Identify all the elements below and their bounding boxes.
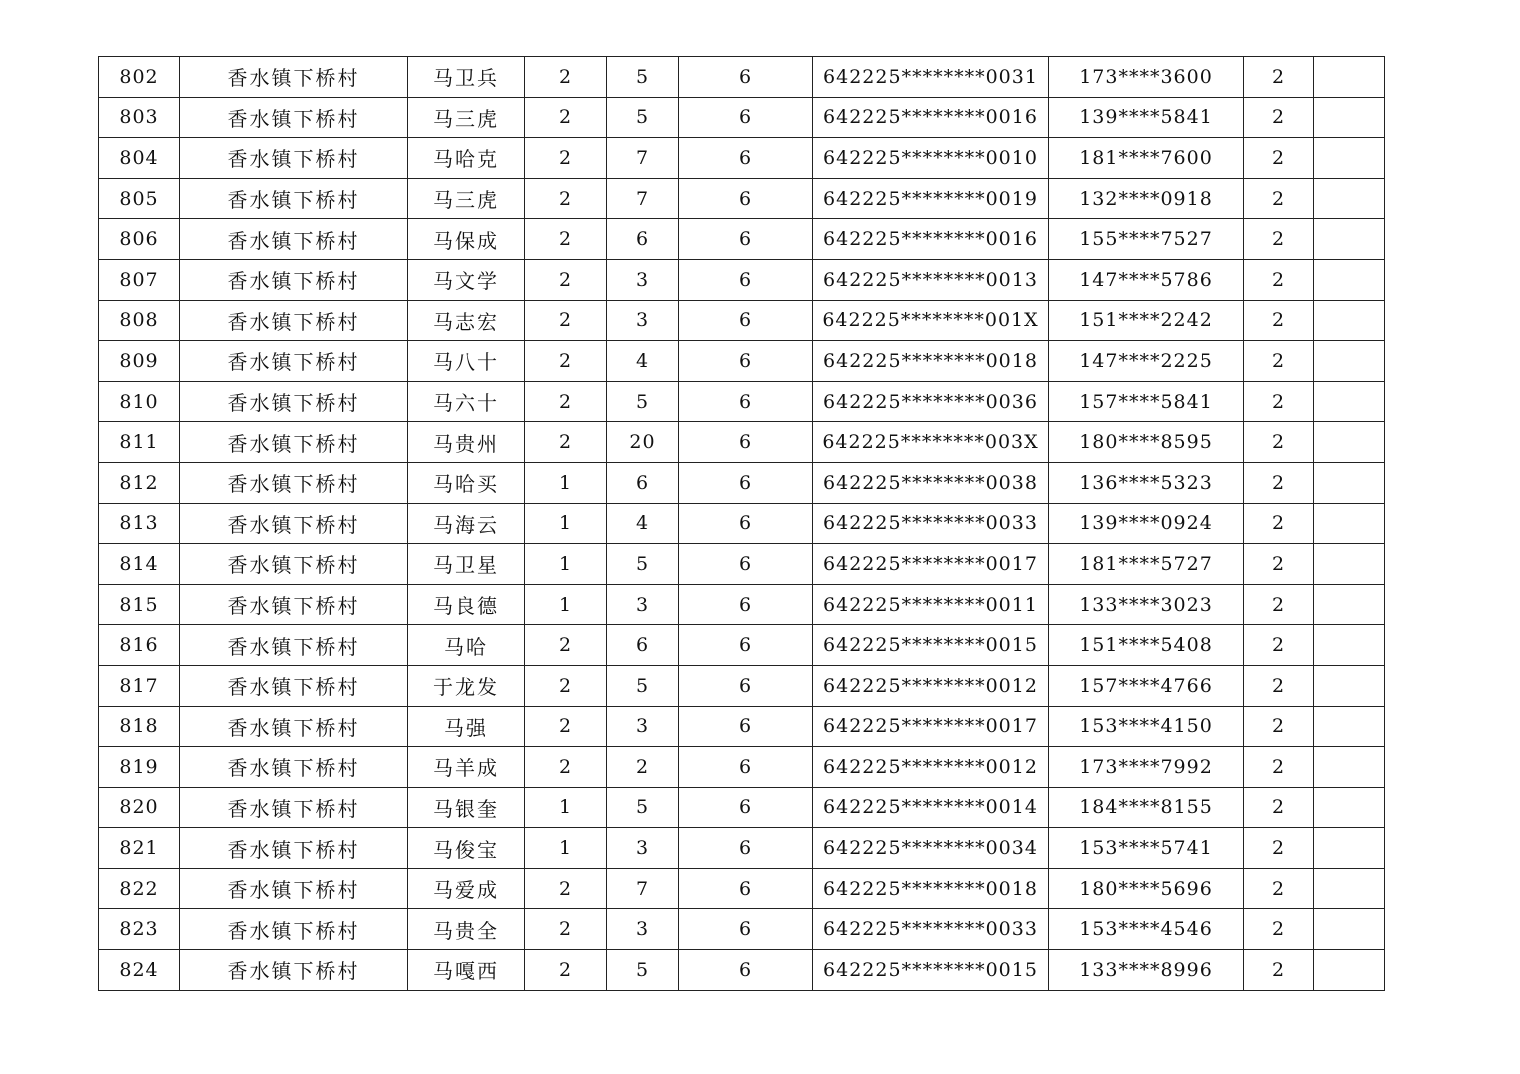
cell-col4: 1 [525,462,607,503]
cell-name: 马哈克 [408,138,525,179]
cell-id-number: 642225********0016 [813,97,1049,138]
cell-col9: 2 [1244,341,1314,382]
cell-serial-number: 808 [99,300,180,341]
cell-name: 马良德 [408,584,525,625]
cell-name: 马保成 [408,219,525,260]
cell-id-number: 642225********0015 [813,625,1049,666]
cell-col6: 6 [679,868,813,909]
cell-remark [1314,584,1385,625]
table-row [99,57,1385,98]
cell-col6: 6 [679,178,813,219]
cell-col5: 3 [607,584,679,625]
cell-phone: 181****7600 [1049,138,1244,179]
table-row [99,503,1385,544]
cell-col4: 2 [525,97,607,138]
cell-col5: 5 [607,950,679,991]
cell-phone: 151****5408 [1049,625,1244,666]
cell-col5: 6 [607,462,679,503]
cell-village: 香水镇下桥村 [180,57,408,98]
cell-id-number: 642225********0012 [813,747,1049,788]
cell-remark [1314,544,1385,585]
cell-col4: 1 [525,828,607,869]
cell-name: 马强 [408,706,525,747]
cell-col5: 20 [607,422,679,463]
cell-remark [1314,381,1385,422]
cell-col6: 6 [679,57,813,98]
cell-col9: 2 [1244,950,1314,991]
cell-col6: 6 [679,259,813,300]
cell-col4: 2 [525,341,607,382]
cell-remark [1314,787,1385,828]
cell-col9: 2 [1244,584,1314,625]
cell-id-number: 642225********0017 [813,544,1049,585]
cell-name: 马羊成 [408,747,525,788]
cell-col6: 6 [679,950,813,991]
cell-serial-number: 804 [99,138,180,179]
cell-village: 香水镇下桥村 [180,138,408,179]
cell-col6: 6 [679,544,813,585]
cell-serial-number: 809 [99,341,180,382]
cell-remark [1314,259,1385,300]
cell-name: 马三虎 [408,97,525,138]
cell-col4: 1 [525,544,607,585]
cell-col5: 5 [607,381,679,422]
cell-name: 马哈 [408,625,525,666]
cell-serial-number: 818 [99,706,180,747]
cell-village: 香水镇下桥村 [180,544,408,585]
cell-col4: 2 [525,57,607,98]
cell-phone: 184****8155 [1049,787,1244,828]
cell-col4: 2 [525,625,607,666]
cell-id-number: 642225********0018 [813,868,1049,909]
cell-phone: 181****5727 [1049,544,1244,585]
cell-col5: 4 [607,341,679,382]
cell-name: 马六十 [408,381,525,422]
cell-village: 香水镇下桥村 [180,747,408,788]
cell-name: 马银奎 [408,787,525,828]
cell-col9: 2 [1244,747,1314,788]
cell-col9: 2 [1244,909,1314,950]
cell-col6: 6 [679,422,813,463]
cell-serial-number: 817 [99,665,180,706]
cell-col4: 1 [525,787,607,828]
cell-remark [1314,868,1385,909]
cell-village: 香水镇下桥村 [180,259,408,300]
cell-col4: 2 [525,706,607,747]
cell-col9: 2 [1244,178,1314,219]
cell-col9: 2 [1244,57,1314,98]
cell-col6: 6 [679,747,813,788]
cell-col6: 6 [679,828,813,869]
cell-col9: 2 [1244,462,1314,503]
table-row [99,625,1385,666]
cell-phone: 153****5741 [1049,828,1244,869]
cell-id-number: 642225********0018 [813,341,1049,382]
cell-col4: 2 [525,381,607,422]
table-row [99,909,1385,950]
cell-col4: 2 [525,138,607,179]
cell-col6: 6 [679,462,813,503]
cell-remark [1314,178,1385,219]
table-row [99,341,1385,382]
cell-col4: 2 [525,950,607,991]
cell-col6: 6 [679,584,813,625]
cell-col6: 6 [679,341,813,382]
cell-col9: 2 [1244,665,1314,706]
cell-village: 香水镇下桥村 [180,909,408,950]
cell-phone: 153****4546 [1049,909,1244,950]
table-row [99,300,1385,341]
cell-col9: 2 [1244,625,1314,666]
cell-serial-number: 819 [99,747,180,788]
cell-id-number: 642225********0010 [813,138,1049,179]
cell-col5: 3 [607,259,679,300]
table-row [99,584,1385,625]
cell-col9: 2 [1244,503,1314,544]
cell-name: 马贵州 [408,422,525,463]
cell-serial-number: 802 [99,57,180,98]
cell-col5: 6 [607,625,679,666]
cell-village: 香水镇下桥村 [180,178,408,219]
cell-serial-number: 822 [99,868,180,909]
cell-col9: 2 [1244,138,1314,179]
cell-serial-number: 814 [99,544,180,585]
cell-col6: 6 [679,503,813,544]
cell-remark [1314,747,1385,788]
cell-village: 香水镇下桥村 [180,868,408,909]
cell-col9: 2 [1244,787,1314,828]
cell-name: 马文学 [408,259,525,300]
cell-name: 马俊宝 [408,828,525,869]
cell-col5: 5 [607,787,679,828]
cell-remark [1314,665,1385,706]
cell-serial-number: 812 [99,462,180,503]
cell-col6: 6 [679,381,813,422]
cell-col6: 6 [679,97,813,138]
cell-col5: 3 [607,909,679,950]
table-row [99,259,1385,300]
cell-col6: 6 [679,625,813,666]
table-row [99,219,1385,260]
cell-id-number: 642225********0011 [813,584,1049,625]
cell-col9: 2 [1244,868,1314,909]
table-row [99,828,1385,869]
cell-name: 于龙发 [408,665,525,706]
cell-phone: 151****2242 [1049,300,1244,341]
cell-col6: 6 [679,219,813,260]
cell-col9: 2 [1244,300,1314,341]
cell-name: 马贵全 [408,909,525,950]
cell-name: 马卫星 [408,544,525,585]
cell-col9: 2 [1244,422,1314,463]
cell-phone: 155****7527 [1049,219,1244,260]
cell-id-number: 642225********0012 [813,665,1049,706]
cell-col6: 6 [679,300,813,341]
table-row [99,178,1385,219]
cell-serial-number: 803 [99,97,180,138]
cell-id-number: 642225********0016 [813,219,1049,260]
cell-col9: 2 [1244,544,1314,585]
cell-serial-number: 810 [99,381,180,422]
cell-serial-number: 816 [99,625,180,666]
cell-col5: 3 [607,300,679,341]
cell-phone: 180****5696 [1049,868,1244,909]
cell-id-number: 642225********0036 [813,381,1049,422]
cell-phone: 139****0924 [1049,503,1244,544]
cell-col4: 2 [525,747,607,788]
cell-col4: 2 [525,178,607,219]
cell-remark [1314,909,1385,950]
cell-col4: 2 [525,300,607,341]
table-body [99,57,1385,991]
cell-phone: 173****7992 [1049,747,1244,788]
cell-village: 香水镇下桥村 [180,625,408,666]
cell-remark [1314,462,1385,503]
cell-village: 香水镇下桥村 [180,503,408,544]
cell-col4: 2 [525,909,607,950]
cell-village: 香水镇下桥村 [180,381,408,422]
cell-remark [1314,300,1385,341]
cell-col5: 7 [607,138,679,179]
cell-phone: 173****3600 [1049,57,1244,98]
cell-col4: 2 [525,665,607,706]
cell-col5: 4 [607,503,679,544]
cell-id-number: 642225********001X [813,300,1049,341]
cell-serial-number: 823 [99,909,180,950]
cell-name: 马爱成 [408,868,525,909]
cell-serial-number: 806 [99,219,180,260]
cell-name: 马嘎西 [408,950,525,991]
cell-remark [1314,950,1385,991]
cell-col9: 2 [1244,259,1314,300]
cell-col6: 6 [679,909,813,950]
cell-id-number: 642225********0033 [813,909,1049,950]
cell-col9: 2 [1244,706,1314,747]
cell-id-number: 642225********0015 [813,950,1049,991]
cell-serial-number: 820 [99,787,180,828]
table-row [99,381,1385,422]
cell-id-number: 642225********0038 [813,462,1049,503]
table-row [99,462,1385,503]
cell-col4: 2 [525,219,607,260]
cell-col9: 2 [1244,219,1314,260]
cell-village: 香水镇下桥村 [180,300,408,341]
cell-id-number: 642225********0033 [813,503,1049,544]
cell-remark [1314,341,1385,382]
cell-col5: 2 [607,747,679,788]
cell-col4: 1 [525,584,607,625]
cell-phone: 147****5786 [1049,259,1244,300]
cell-col9: 2 [1244,828,1314,869]
cell-serial-number: 811 [99,422,180,463]
cell-id-number: 642225********0034 [813,828,1049,869]
cell-remark [1314,97,1385,138]
table-row [99,787,1385,828]
table-row [99,665,1385,706]
table-row [99,544,1385,585]
cell-phone: 147****2225 [1049,341,1244,382]
cell-remark [1314,706,1385,747]
cell-village: 香水镇下桥村 [180,462,408,503]
cell-phone: 153****4150 [1049,706,1244,747]
cell-name: 马三虎 [408,178,525,219]
cell-remark [1314,219,1385,260]
table-row [99,422,1385,463]
cell-col5: 3 [607,828,679,869]
cell-phone: 157****4766 [1049,665,1244,706]
cell-col5: 5 [607,544,679,585]
cell-remark [1314,828,1385,869]
cell-name: 马海云 [408,503,525,544]
cell-village: 香水镇下桥村 [180,341,408,382]
cell-phone: 136****5323 [1049,462,1244,503]
cell-village: 香水镇下桥村 [180,584,408,625]
cell-phone: 139****5841 [1049,97,1244,138]
table-row [99,97,1385,138]
cell-village: 香水镇下桥村 [180,422,408,463]
cell-col5: 5 [607,97,679,138]
cell-col5: 5 [607,57,679,98]
cell-phone: 133****3023 [1049,584,1244,625]
table-row [99,706,1385,747]
table-row [99,868,1385,909]
cell-remark [1314,138,1385,179]
cell-name: 马哈买 [408,462,525,503]
data-table [98,56,1385,991]
cell-remark [1314,503,1385,544]
cell-col5: 5 [607,665,679,706]
cell-name: 马卫兵 [408,57,525,98]
cell-col9: 2 [1244,381,1314,422]
cell-id-number: 642225********0019 [813,178,1049,219]
cell-col9: 2 [1244,97,1314,138]
cell-phone: 133****8996 [1049,950,1244,991]
cell-phone: 132****0918 [1049,178,1244,219]
cell-col5: 3 [607,706,679,747]
cell-village: 香水镇下桥村 [180,828,408,869]
cell-serial-number: 807 [99,259,180,300]
cell-remark [1314,57,1385,98]
cell-id-number: 642225********0014 [813,787,1049,828]
cell-phone: 157****5841 [1049,381,1244,422]
cell-serial-number: 824 [99,950,180,991]
cell-col6: 6 [679,138,813,179]
cell-col6: 6 [679,787,813,828]
cell-village: 香水镇下桥村 [180,665,408,706]
cell-name: 马志宏 [408,300,525,341]
cell-col5: 7 [607,868,679,909]
cell-phone: 180****8595 [1049,422,1244,463]
cell-id-number: 642225********0017 [813,706,1049,747]
cell-col6: 6 [679,665,813,706]
cell-col4: 2 [525,259,607,300]
cell-serial-number: 815 [99,584,180,625]
cell-serial-number: 805 [99,178,180,219]
cell-name: 马八十 [408,341,525,382]
cell-col4: 2 [525,868,607,909]
cell-serial-number: 821 [99,828,180,869]
cell-col4: 1 [525,503,607,544]
cell-col4: 2 [525,422,607,463]
table-row [99,950,1385,991]
cell-id-number: 642225********0031 [813,57,1049,98]
cell-serial-number: 813 [99,503,180,544]
cell-remark [1314,422,1385,463]
cell-col6: 6 [679,706,813,747]
cell-col5: 6 [607,219,679,260]
table-row [99,138,1385,179]
cell-remark [1314,625,1385,666]
cell-village: 香水镇下桥村 [180,787,408,828]
cell-village: 香水镇下桥村 [180,219,408,260]
table-row [99,747,1385,788]
cell-village: 香水镇下桥村 [180,97,408,138]
cell-col5: 7 [607,178,679,219]
cell-id-number: 642225********0013 [813,259,1049,300]
cell-village: 香水镇下桥村 [180,706,408,747]
cell-id-number: 642225********003X [813,422,1049,463]
cell-village: 香水镇下桥村 [180,950,408,991]
